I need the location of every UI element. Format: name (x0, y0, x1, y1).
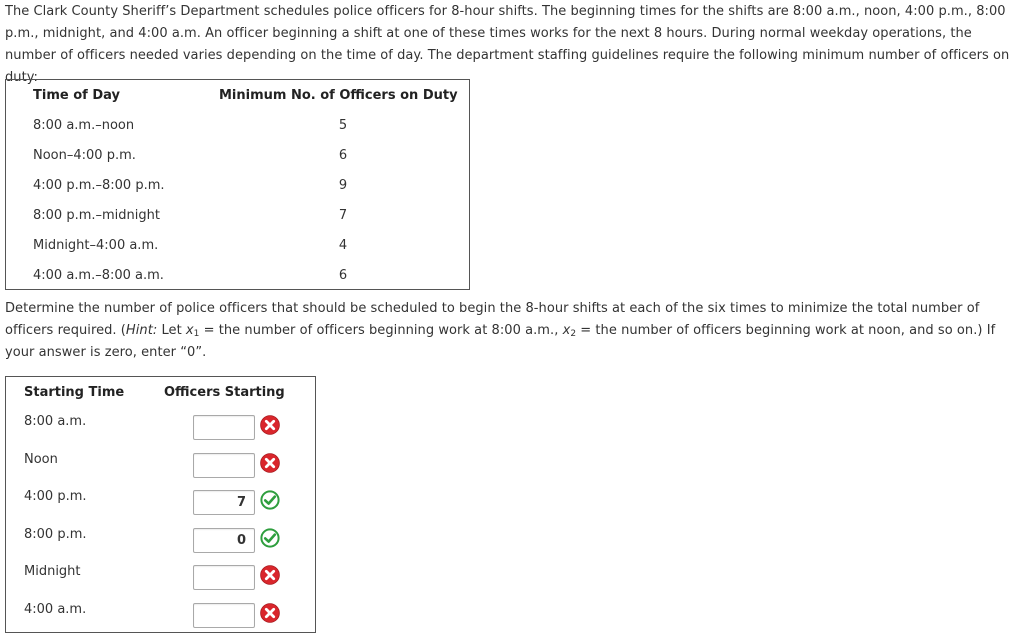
variable-x1: x (185, 323, 194, 338)
officers-starting-input[interactable] (193, 453, 255, 478)
incorrect-x-icon (260, 565, 280, 585)
column-header-minimum-officers: Minimum No. of Officers on Duty (219, 88, 458, 103)
answer-row-starting-time: Noon (24, 451, 58, 467)
answer-row-starting-time: 8:00 p.m. (24, 526, 87, 542)
officers-starting-input[interactable] (193, 565, 255, 590)
incorrect-x-icon (260, 415, 280, 435)
column-header-starting-time: Starting Time (24, 385, 125, 400)
question-part-3: = the number of officers beginning work at 8:00 a.m., (199, 323, 563, 338)
staffing-row-minimum: 4 (338, 238, 348, 253)
staffing-row-minimum: 9 (338, 178, 348, 193)
staffing-row-time: 4:00 p.m.–8:00 p.m. (33, 178, 165, 193)
correct-check-icon (260, 490, 280, 510)
staffing-guidelines-table (5, 79, 470, 290)
variable-x1-subscript: 1 (193, 329, 200, 339)
column-header-officers-starting: Officers Starting (164, 385, 285, 400)
incorrect-x-icon (260, 453, 280, 473)
incorrect-x-icon (260, 603, 280, 623)
staffing-row-minimum: 7 (338, 208, 348, 223)
answer-row-starting-time: 8:00 a.m. (24, 414, 87, 429)
question-part-4: = the number of officers beginning work at noon, and so on.) If your answer is zero, enter “0”. (5, 323, 996, 360)
staffing-row-time: 4:00 a.m.–8:00 a.m. (33, 268, 164, 283)
question-part-2: Let (157, 323, 186, 338)
staffing-row-minimum: 5 (338, 118, 348, 133)
officers-starting-input[interactable] (193, 415, 255, 440)
question-part-1: Determine the number of police officers that should be scheduled to begin the 8-hour shifts at each of the six times to minimize the total number of officers required. ( (5, 301, 980, 338)
variable-x2: x (562, 323, 571, 338)
staffing-row-minimum: 6 (338, 148, 348, 163)
correct-check-icon (260, 528, 280, 548)
staffing-row-time: Midnight–4:00 a.m. (33, 238, 159, 253)
officers-starting-input[interactable] (193, 603, 255, 628)
answer-row-starting-time: 4:00 p.m. (24, 489, 87, 505)
staffing-row-time: 8:00 p.m.–midnight (33, 208, 160, 223)
officers-starting-input[interactable] (193, 490, 255, 515)
answer-row-starting-time: Midnight (24, 564, 81, 580)
officers-starting-input[interactable] (193, 528, 255, 553)
question-text (5, 298, 1021, 364)
answer-row-starting-time: 4:00 a.m. (24, 602, 87, 617)
staffing-row-time: 8:00 a.m.–noon (33, 118, 135, 133)
staffing-row-minimum: 6 (338, 268, 348, 283)
variable-x2-subscript: 2 (570, 329, 577, 339)
answer-table (5, 376, 316, 633)
column-header-time-of-day: Time of Day (33, 88, 120, 103)
staffing-row-time: Noon–4:00 p.m. (33, 148, 136, 163)
problem-intro: The Clark County Sheriff’s Department schedules police officers for 8-hour shifts. The beginning times for the shifts are 8:00 a.m., noon, 4:00 p.m., 8:00 p.m., midnight, and 4:00 a.m. An officer beginning a shift at one of these times works for the next 8 hours. During normal weekday operations, the number of officers needed varies depending on the time of day. The department staffing guidelines require the following minimum number of officers on duty: (5, 4, 1010, 85)
hint-label: Hint: (125, 323, 158, 338)
